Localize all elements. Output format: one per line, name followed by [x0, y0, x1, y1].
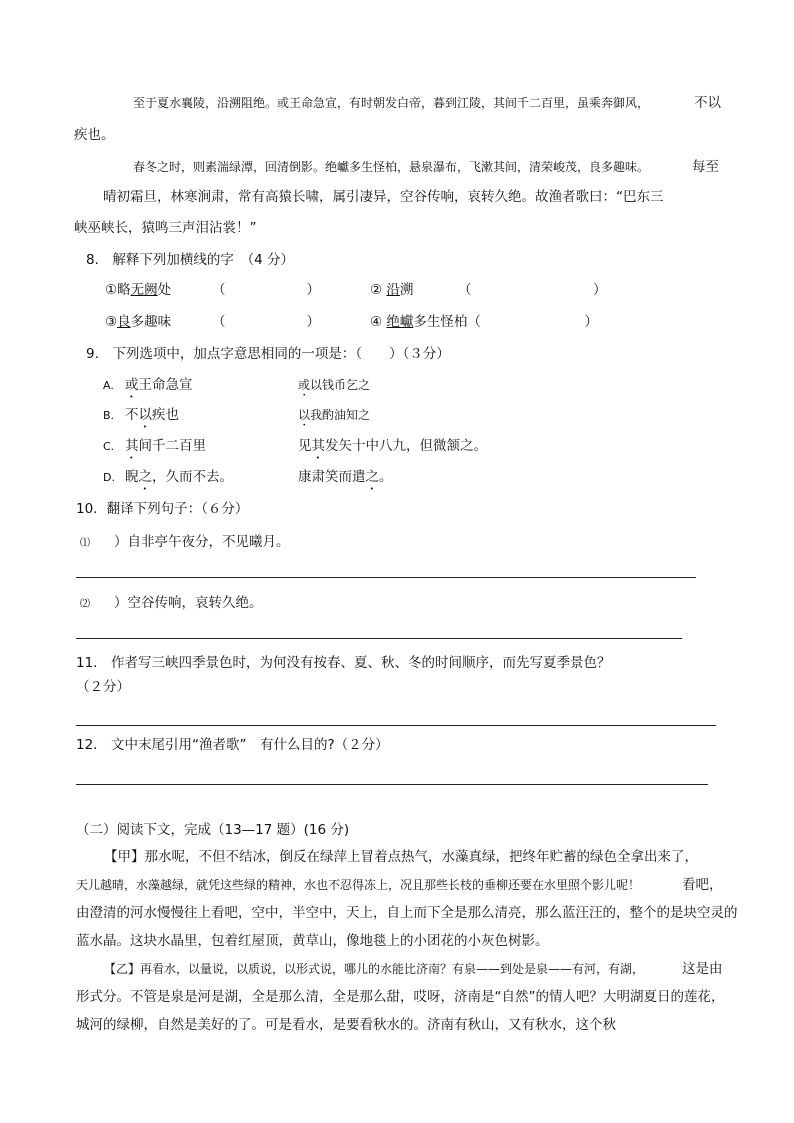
q8-item-2-word: 沿	[386, 282, 400, 298]
yi-line1: 【乙】再看水，以量说，以质说，以形式说，哪儿的水能比济南？有泉——到处是泉——有河，有湖，	[104, 962, 645, 976]
jia-line2-end: 看吧，	[682, 877, 723, 893]
q8-item-1-word: 无阙	[130, 282, 158, 298]
q9-option-d-left-post: ，久而不去。	[152, 469, 233, 485]
q8-item-4-suffix: 多生怪柏（	[413, 314, 481, 330]
q10-s1-answer-line[interactable]	[76, 577, 696, 578]
q9-option-b-right-post: 我酌油知之	[310, 408, 371, 422]
q9-option-c-left-dot: 其	[125, 438, 139, 454]
q9-option-d-right-pre: 康肃笑而遣	[298, 469, 366, 485]
yi-line3: 城河的绿柳，自然是美好的了。可是看水，是要看秋水的。济南有秋山，又有秋水，这个秋	[76, 1017, 616, 1033]
q8-item-2	[370, 280, 413, 300]
q8-item-3-prefix: ③	[105, 314, 118, 330]
q9-option-a[interactable]	[103, 375, 193, 401]
q8-item-3	[105, 312, 171, 332]
q9-option-a-left-dot: 或	[125, 377, 139, 393]
q11-line2: （２分）	[76, 679, 130, 695]
q9-option-a-right-post: 以钱币乞之	[310, 378, 371, 392]
q11-line1: 11. 作者写三峡四季景色时，为何没有按春、夏、秋、冬的时间顺序，而先写夏季景色？	[76, 655, 611, 671]
q9-option-c-right-pre: 见	[298, 438, 312, 454]
q9-option-a-right	[298, 375, 370, 399]
q9-option-a-label: A.	[103, 379, 114, 392]
q10-s2-text: ）空谷传响，哀转久绝。	[114, 595, 263, 611]
section2-title: （二）阅读下文，完成（13—17 题）(16 分)	[76, 822, 350, 838]
q9-option-b-left-dot: 以	[138, 407, 152, 423]
q9-option-b-right	[298, 405, 370, 429]
q9-option-b-label: B.	[103, 409, 115, 422]
q10-stem: 10．翻译下列句子：（６分）	[76, 501, 249, 517]
q9-option-d-right-dot: 之	[365, 469, 379, 485]
q8-item-4-blank[interactable]: ）	[490, 314, 598, 330]
passage-p1-line1-end: 不以	[694, 95, 721, 111]
q8-item-2-prefix: ②	[370, 282, 387, 298]
passage-p2-line1: 春冬之时，则素湍绿潭，回清倒影。绝巘多生怪柏，悬泉瀑布，飞漱其间，清荣峻茂，良多趣味。	[133, 160, 650, 174]
jia-line1: 【甲】那水呢，不但不结冰，倒反在绿萍上冒着点热气，水藻真绿，把终年贮蓄的绿色全拿出来了，	[104, 849, 698, 865]
q8-item-4	[370, 312, 481, 332]
q8-item-2-suffix: 溯	[399, 282, 414, 298]
q9-option-d-left-pre: 睨	[125, 469, 139, 485]
q9-option-d[interactable]	[103, 467, 233, 493]
jia-line3: 由澄清的河水慢慢往上看吧，空中，半空中，天上，自上而下全是那么清亮，那么蓝汪汪的，整个的是块空灵的	[76, 905, 738, 921]
yi-line2: 形式分。不管是泉是河是湖，全是那么清，全是那么甜，哎呀，济南是“自然”的情人吧？大明湖夏日的莲花，	[76, 989, 725, 1005]
q8-item-1	[105, 280, 171, 300]
q9-option-a-right-dot: 或	[298, 378, 311, 392]
q8-item-4-prefix: ④	[370, 314, 387, 330]
passage-p2-line2: 晴初霜旦，林寒涧肃，常有高猿长啸，属引凄异，空谷传响，哀转久绝。故渔者歌曰：“巴东三	[103, 189, 664, 205]
q8-item-2-blank[interactable]: （ ）	[458, 282, 607, 298]
q10-s1	[80, 532, 290, 554]
q9-option-b-left-post: 疾也	[152, 407, 179, 423]
passage-p1-line2: 疾也。	[74, 127, 115, 143]
q9-option-c-right-post: 发矢十中八九，但微颔之。	[325, 438, 487, 454]
q8-item-3-suffix: 多趣味	[130, 314, 172, 330]
q8-item-3-blank[interactable]: （ ）	[212, 314, 320, 330]
q9-option-d-right	[298, 467, 393, 493]
q8-item-1-suffix: 处	[157, 282, 172, 298]
q8-stem: 8. 解释下列加横线的字 （4 分）	[86, 252, 295, 268]
q9-option-a-left-post: 王命急宣	[138, 377, 193, 393]
q12-answer-line[interactable]	[76, 784, 708, 785]
q9-option-b[interactable]	[103, 405, 179, 431]
q9-option-c-right	[298, 436, 487, 462]
q10-s2-answer-line[interactable]	[76, 638, 682, 639]
q10-s2	[80, 593, 263, 615]
passage-p2-line3: 峡巫峡长，猿鸣三声泪沾裳！”	[74, 220, 257, 236]
passage-p2-line1-end: 每至	[692, 159, 719, 175]
q10-s1-text: ）自非亭午夜分，不见曦月。	[114, 534, 290, 550]
jia-line2: 天儿越晴，水藻越绿，就凭这些绿的精神，水也不忍得冻上，况且那些长枝的垂柳还要在水里照个影儿呢！	[76, 878, 641, 892]
q10-s1-num: ⑴	[80, 538, 90, 549]
q9-option-c-label: C.	[103, 440, 115, 453]
q8-item-1-blank[interactable]: （ ）	[212, 282, 320, 298]
q12-stem: 12. 文中末尾引用“渔者歌” 有什么目的?（２分）	[76, 737, 389, 753]
q9-option-d-label: D.	[103, 471, 115, 484]
q9-option-c-right-dot: 其	[311, 438, 325, 454]
q8-item-3-word: 良	[117, 314, 131, 330]
q9-stem: 9. 下列选项中，加点字意思相同的一项是：（ ）（３分）	[86, 346, 450, 362]
passage-p1-line1: 至于夏水襄陵，沿溯阻绝。或王命急宣，有时朝发白帝，暮到江陵，其间千二百里，虽乘奔御风，	[133, 96, 650, 110]
q9-option-d-right-post: 。	[379, 469, 393, 485]
yi-line1-end: 这是由	[682, 961, 723, 977]
q10-s2-num: ⑵	[80, 599, 90, 610]
q9-option-b-right-dot: 以	[298, 408, 311, 422]
q8-item-4-word: 绝巘	[386, 314, 414, 330]
q8-item-1-prefix: ①略	[105, 282, 131, 298]
q9-option-d-left-dot: 之	[138, 469, 152, 485]
q11-answer-line[interactable]	[76, 725, 716, 726]
q9-option-b-left-pre: 不	[125, 407, 139, 423]
jia-line4: 蓝水晶。这块水晶里，包着红屋顶，黄草山，像地毯上的小团花的小灰色树影。	[76, 933, 549, 949]
q9-option-c[interactable]	[103, 436, 206, 462]
q9-option-c-left-post: 间千二百里	[138, 438, 206, 454]
